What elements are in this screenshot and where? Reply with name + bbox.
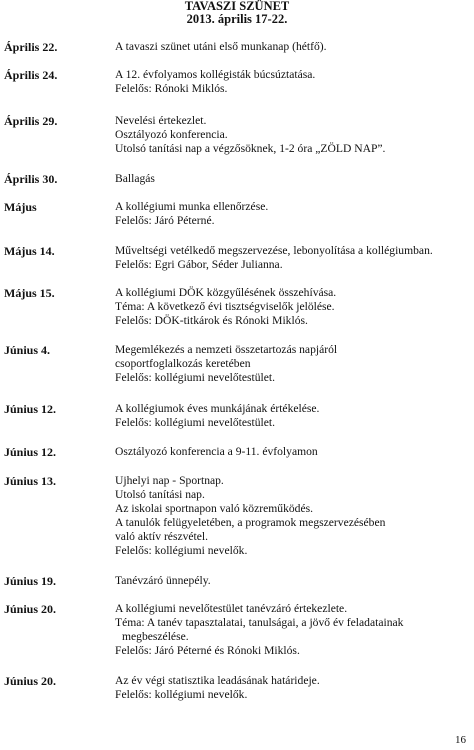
entry-line: Megemlékezés a nemzeti összetartozás napjáról <box>115 343 338 356</box>
entry-date: Június 19. <box>4 574 57 588</box>
entry-line: Utolsó tanítási nap. <box>115 488 205 501</box>
entry-date: Április 22. <box>4 40 58 54</box>
entry-date: Április 30. <box>4 172 58 186</box>
entry-description <box>115 574 470 588</box>
header-dates: 2013. április 17-22. <box>186 12 288 26</box>
entry-description <box>115 402 470 430</box>
entry-line: A 12. évfolyamos kollégisták búcsúztatása. <box>115 68 316 81</box>
entry-line: Felelős: kollégiumi nevelőtestület. <box>115 416 276 429</box>
entry-date: Június 20. <box>4 674 57 688</box>
entry-description <box>115 244 470 272</box>
entry-line: Felelős: Rónoki Miklós. <box>115 82 228 95</box>
header-title: TAVASZI SZÜNET <box>184 0 290 13</box>
entry-line: Nevelési értekezlet. <box>115 114 207 127</box>
entry-date: Április 24. <box>4 68 58 82</box>
entry-line: A kollégiumok éves munkájának értékelése. <box>115 402 320 415</box>
entry-description <box>115 674 470 702</box>
entry-description <box>115 602 470 658</box>
entry-line: A tavaszi szünet utáni első munkanap (hétfő). <box>115 40 327 53</box>
entry-date: Április 29. <box>4 114 58 128</box>
entry-line: Felelős: Járó Péterné és Rónoki Miklós. <box>115 644 300 657</box>
entry-line: Felelős: Járó Péterné. <box>115 214 215 227</box>
entry-date: Május <box>4 200 37 214</box>
entry-line: A kollégiumi DÖK közgyűlésének összehívása. <box>115 286 337 299</box>
entry-line: Az év végi statisztika leadásának határideje. <box>115 674 320 687</box>
entry-line: csoportfoglalkozás keretében <box>115 357 251 370</box>
entry-line: A kollégiumi nevelőtestület tanévzáró értekezlete. <box>115 602 348 615</box>
entry-description <box>115 445 470 459</box>
entry-date: Június 12. <box>4 445 57 459</box>
entry-line: Osztályozó konferencia a 9-11. évfolyamon <box>115 445 318 458</box>
entry-description <box>115 200 470 228</box>
entry-description <box>115 172 470 186</box>
entry-line: Ujhelyi nap - Sportnap. <box>115 474 224 487</box>
entry-date: Június 13. <box>4 474 57 488</box>
entry-line: A tanulók felügyeletében, a programok megszervezésében <box>115 516 386 529</box>
entry-description <box>115 114 470 156</box>
entry-line: Osztályozó konferencia. <box>115 128 228 141</box>
entry-line: Utolsó tanítási nap a végzősöknek, 1-2 óra „ZÖLD NAP”. <box>115 142 386 155</box>
entry-line: Felelős: DÖK-titkárok és Rónoki Miklós. <box>115 314 308 327</box>
entry-date: Május 15. <box>4 286 55 300</box>
page-number: 16 <box>455 734 466 746</box>
entry-description <box>115 286 470 328</box>
entry-line: megbeszélése. <box>122 630 189 643</box>
entry-date: Június 12. <box>4 402 57 416</box>
entry-line: Tanévzáró ünnepély. <box>115 574 211 587</box>
entry-line: Műveltségi vetélkedő megszervezése, lebonyolítása a kollégiumban. <box>115 244 433 257</box>
entry-line: A kollégiumi munka ellenőrzése. <box>115 200 269 213</box>
entry-description <box>115 68 470 96</box>
entry-date: Június 20. <box>4 602 57 616</box>
entry-line: Az iskolai sportnapon való közreműködés. <box>115 502 314 515</box>
entry-line: való aktív részvétel. <box>115 530 209 543</box>
entry-line: Felelős: kollégiumi nevelők. <box>115 688 248 701</box>
entry-line: Ballagás <box>115 172 155 185</box>
entry-line: Felelős: kollégiumi nevelőtestület. <box>115 371 276 384</box>
entry-date: Május 14. <box>4 244 55 258</box>
entry-description <box>115 343 470 385</box>
entry-description <box>115 40 470 54</box>
entry-line: Téma: A tanév tapasztalatai, tanulságai, a jövő év feladatainak <box>115 616 404 629</box>
entry-date: Június 4. <box>4 343 51 357</box>
entry-line: Téma: A következő évi tisztségviselők jelölése. <box>115 300 335 313</box>
entry-line: Felelős: kollégiumi nevelők. <box>115 544 248 557</box>
entry-line: Felelős: Egri Gábor, Séder Julianna. <box>115 258 283 271</box>
entry-description <box>115 474 470 558</box>
